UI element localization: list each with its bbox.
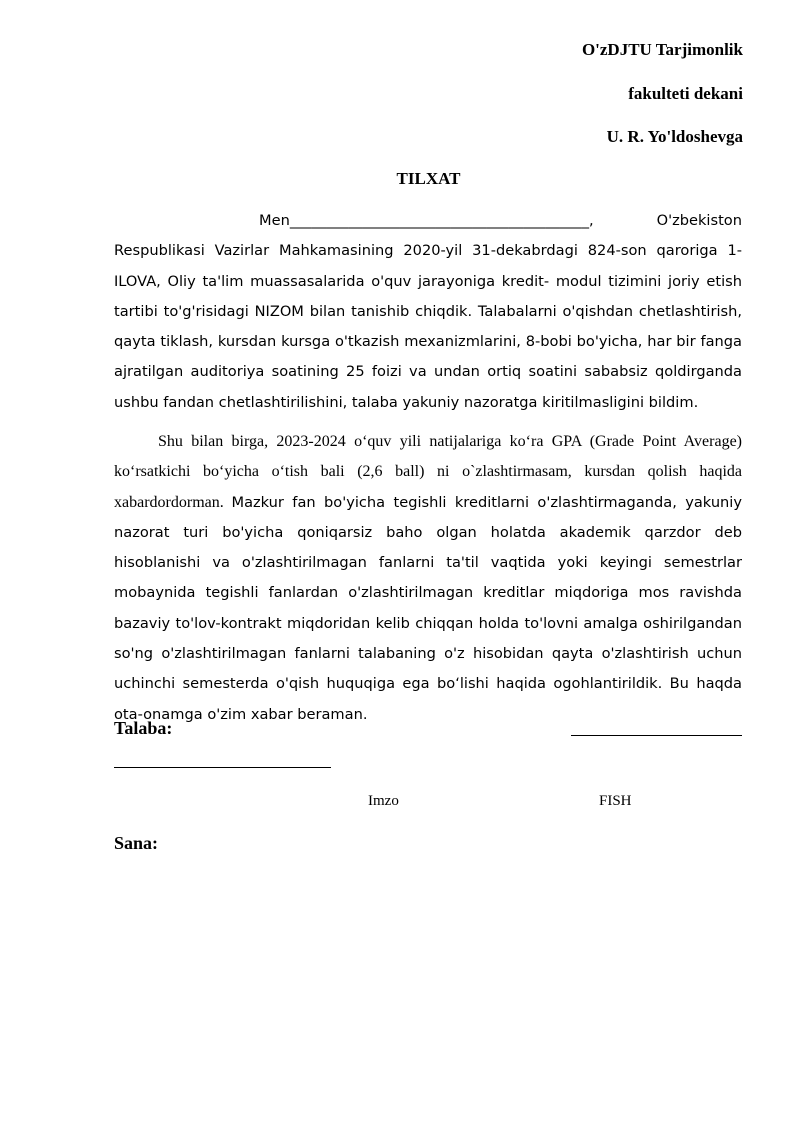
document-title: TILXAT xyxy=(396,169,461,188)
signature-line xyxy=(114,767,331,768)
addressee-line-2: fakulteti dekani xyxy=(628,84,743,103)
paragraph-2 xyxy=(114,427,742,730)
paragraph-1 xyxy=(114,206,742,418)
student-label: Talaba: xyxy=(114,718,173,738)
name-caption: FISH xyxy=(599,793,632,809)
addressee-line-3: U. R. Yo'ldoshevga xyxy=(606,127,743,146)
name-line xyxy=(571,735,742,736)
date-label: Sana: xyxy=(114,833,159,853)
paragraph-2-text-b: Mazkur fan bo'yicha tegishli kreditlarni o'zlashtirmaganda, yakuniy nazorat turi bo'yicha qoniqarsiz baho olgan holatda akademik qarzdor deb hisoblanishi va o'zlashtirilmagan fanlarni ta'til vaqtida yoki keyingi semestrlar mobaynida tegishli fanlardan o'zlashtirilmagan kreditlar miqdoriga mos ravishda bazaviy to'lov-kontrakt miqdoridan kelib chiqqan holda to'lovni amalga oshirilgandan so'ng o'zlashtirilmagan fanlarni talabaning o'z hisobidan qayta o'zlashtirish uchun uchinchi semesterda o'qish huquqiga ega bo‘lishi haqida ogohlantirildik. Bu haqda ota-onamga o'zim xabar beraman. xyxy=(114,493,743,723)
paragraph-1-lead: Men_________________________________________, xyxy=(259,212,594,229)
addressee-line-1: O'zDJTU Tarjimonlik xyxy=(581,40,743,59)
signature-caption: Imzo xyxy=(368,793,399,809)
paragraph-1-text: O'zbekiston Respublikasi Vazirlar Mahkamasining 2020-yil 31-dekabrdagi 824-son qaroriga 1-ILOVA, Oliy ta'lim muassasalarida o'quv jarayoniga kredit- modul tizimini joriy etish tartibi to'g'risidagi NIZOM bilan tanishib chiqdik. Talabalarni o'qishdan chetlashtirish, qayta tiklash, kursdan kursga o'tkazish mexanizmlarini, 8-bobi bo'yicha, har bir fanga ajratilgan auditoriya soatining 25 foizi va undan ortiq soatini sababsiz qoldirganda ushbu fandan chetlashtirilishini, talaba yakuniy nazoratga kiritilmasligini bildim. xyxy=(114,212,742,411)
paragraph-2-text-a: Shu bilan birga, 2023-2024 o‘quv yili natijalariga ko‘ra GPA (Grade Point Average) ko‘rsatkichi bo‘yicha o‘tish bali (2,6 ball) ni o`zlashtirmasam, kursdan qolish haqida xabardordorman. xyxy=(114,433,742,511)
